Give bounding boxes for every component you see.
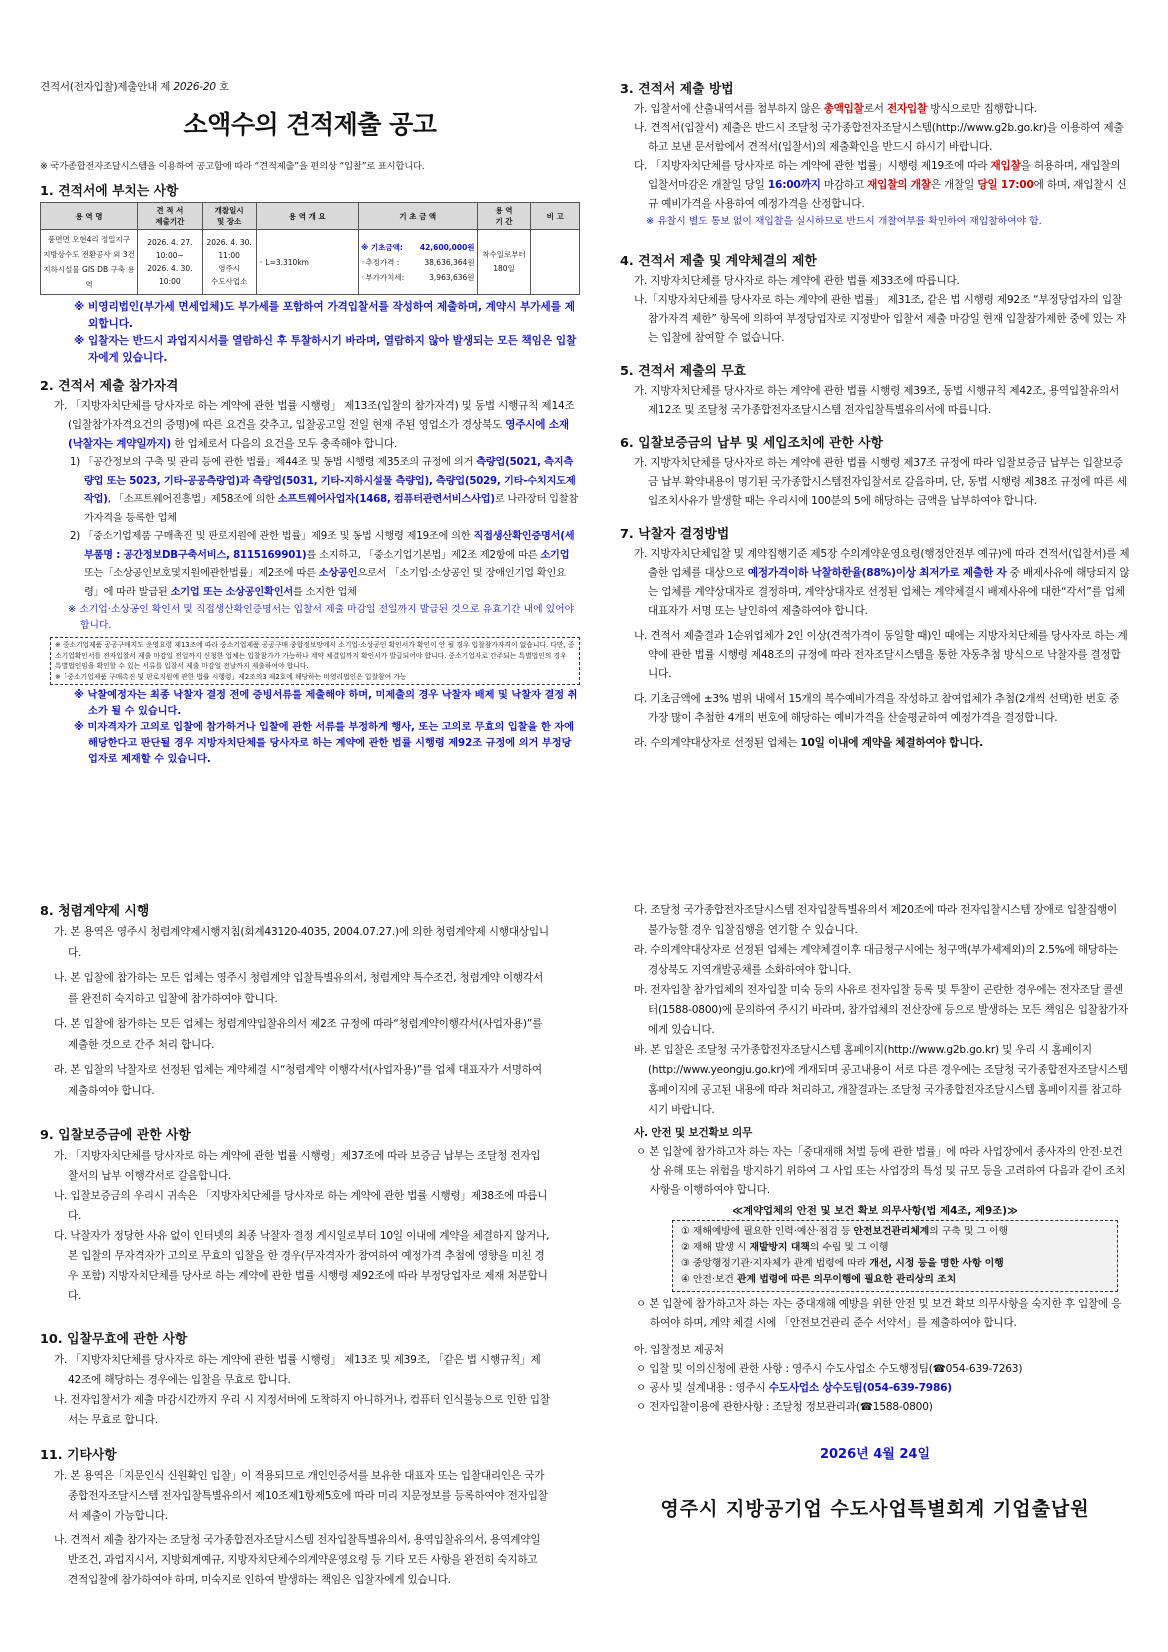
section-6-heading: 6. 입찰보증금의 납부 및 세입조치에 관한 사항 (620, 436, 884, 451)
cell-open: 2026. 4. 30. 11:00 영주시 수도사업소 (202, 230, 256, 295)
s11-da: 다. 조달청 국가종합전자조달시스템 전자입찰특별유의서 제20조에 따라 전자입찰시스템 장애로 입찰집행이 불가능할 경우 입찰집행을 연기할 수 있습니다. (634, 904, 1118, 936)
s11-ra: 라. 수의계약대상자로 선정된 업체는 계약체결이후 대금청구시에는 청구액(부가세제외)의 2.5%에 해당하는 경상북도 지역개발공채를 소화하여야 합니다. (634, 944, 1118, 976)
top-half (0, 0, 1168, 820)
contact-1: ㅇ 입찰 및 이의신청에 관한 사항 : 영주시 수도사업소 수도행정팀(☎054-639-7263) (636, 1363, 1023, 1375)
header-note: ※ 국가종합전자조달시스템을 이용하여 공고함에 따라 “견적제출”을 편의상 “입찰”로 표시합니다. (40, 161, 425, 172)
s2-bold-note-1: ※ 낙찰예정자는 최종 낙찰자 결정 전에 증빙서류를 제출해야 하며, 미제출의 경우 낙찰자 배제 및 낙찰자 결정 취소가 될 수 있습니다. (74, 690, 578, 717)
cell-amount: ※ 기초금액: 42,600,000원 ◦추정가격 : 38,636,364원 ◦부가가치세: 3,963,636원 (358, 230, 477, 295)
s6-ga: 가. 지방자치단체를 당사자로 하는 계약에 관한 법률 시행령 제37조 규정에 따라 입찰보증금 납부는 입찰보증금 납부 확약내용이 명기된 국가종합시스템전자입찰서로 갈음하며, 단, 동법 시행령 제38조 규정에 따른 세입조치사유가 발생할 때는 우리시에 100분의 5에 해당하는 금액을 납부하여야 합니다. (634, 457, 1127, 507)
safety-item-3: ③ 중앙행정기관·지자체가 관계 법령에 따라 개선, 시정 등을 명한 사항 이행 (681, 1258, 1004, 1269)
s11-ma: 마. 전자입찰 참가업체의 전자입찰 미숙 등의 사유로 전자입찰 등록 및 투찰이 곤란한 경우에는 전자조달 콜센터(1588-0800)에 문의하여 주시기 바라며, 참가업체의 전산장애 등으로 발생하는 모든 책임은 입찰참가자에게 있습니다. (634, 984, 1128, 1036)
s2-item-2: 2) 「중소기업제품 구매촉진 및 판로지원에 관한 법률」제9조 및 동법 시행령 제19조에 의한 직접생산확인증명서(세부품명 : 공간정보DB구축서비스, 8115169901)를 소지하고, 「중소기업기본법」제2조 제2항에 따른 소기업 또는「소상공인보호및지원에관한법률」제2조에 따른 소상공인으로서 「소기업·소상공인 및 장애인기업 확인요령」에 따라 발급된 소기업 또는 소상공인확인서를 소지한 업체 (70, 531, 575, 598)
s11-sa-o2: ㅇ 본 입찰에 참가하고자 하는 자는 중대재해 예방을 위한 안전 및 보건 확보 의무사항을 숙지한 후 입찰에 응하여야 하며, 계약 체결 시에 「안전보건관리 준수 서약서」를 제출하여야 합니다. (636, 1298, 1122, 1329)
top-left-column (40, 78, 580, 768)
s2-note-1: ※ 소기업·소상공인 확인서 및 직접생산확인증명서는 입찰서 제출 마감일 전일까지 발급된 것으로 유효기간 내에 있어야 합니다. (68, 604, 575, 631)
contact-2: ㅇ 공사 및 설계내용 : 영주시 수도사업소 상수도팀(054-639-7986) (636, 1382, 952, 1394)
s10-ga: 가. 「지방자치단체를 당사자로 하는 계약에 관한 법률 시행령」 제13조 및 제39조, 「같은 법 시행규칙」제42조에 해당하는 경우에는 입찰을 무효로 합니다. (54, 1354, 541, 1386)
s7-ra: 라. 수의계약대상자로 선정된 업체는 10일 이내에 계약을 체결하여야 합니다. (634, 737, 983, 749)
col-submit: 견 적 서 제출기간 (138, 203, 203, 230)
section-8-heading: 8. 청렴계약제 시행 (40, 904, 150, 919)
s9-ga: 가. 「지방자치단체를 당사자로 하는 계약에 관한 법률 시행령」제37조에 따라 보증금 납부는 조달청 전자입찰서의 납부 이행각서로 갈음합니다. (54, 1150, 541, 1182)
col-open: 개찰일시 및 장소 (202, 203, 256, 230)
s2-box-note: ※ 중소기업제품 공공구매지도 운영요령 제13조에 따라 중소기업제품 공공구매 종합정보망에서 소기업·소상공인 확인서가 확인이 안 될 경우 입찰참가자격이 없습니다. 다만, 중소기업확인서를 전자입찰서 제출 마감일 전일까지 신청한 업체는 입찰참가가 가능하나 계약 체결일까지 확인서가 발급되어야 합니다. 중소기업자로 간주되는 특별법인의 경우 특별법인임을 확인할 수 있는 서류를 입찰서 제출 마감일 전날까지 제출하여야 합니다. ※「중소기업제품 구매촉진 및 판로지원에 관한 법률 시행령」제2조의3 제2호에 해당하는 비영리법인은 입찰참여 가능 (50, 637, 580, 685)
safety-item-1: ① 재해예방에 필요한 인력·예산·점검 등 안전보건관리체계의 구축 및 그 이행 (681, 1226, 1008, 1237)
s8-da: 다. 본 입찰에 참가하는 모든 업체는 청렴계약입찰유의서 제2조 규정에 따라“청렴계약이행각서(사업자용)”를 제출한 것으로 간주 처리 합니다. (54, 1018, 543, 1051)
cell-submit: 2026. 4. 27. 10:00~ 2026. 4. 30. 10:00 (138, 230, 203, 295)
section-7-heading: 7. 낙찰자 결정방법 (620, 527, 730, 542)
section-2-heading: 2. 견적서 제출 참가자격 (40, 379, 179, 394)
s9-da: 다. 낙찰자가 정당한 사유 없이 인터넷의 최종 낙찰자 결정 게시일로부터 10일 이내에 계약을 체결하지 않거나, 본 입찰의 무자격자가 고의로 무효의 입찰을 한 경우(무자격자가 참여하여 예정가격 추첨에 영향을 미친 경우 포함) 지방자치단체를 당사로 하는 계약에 관한 법률 시행령 제92조에 따라 부정당업자로 제재 처분합니다. (54, 1230, 550, 1302)
cell-period: 착수일로부터 180일 (477, 230, 531, 295)
cell-name: 풍면면 오현4리 정밀지구 지방상수도 전환공사 외 3건 지하시설물 GIS DB 구축 용역 (41, 230, 138, 295)
section-9-heading: 9. 입찰보증금에 관한 사항 (40, 1128, 191, 1143)
col-remark: 비 고 (531, 203, 580, 230)
s3-note: ※ 유찰시 별도 통보 없이 재입찰을 실시하므로 반드시 개찰여부를 확인하여 재입찰하여야 함. (646, 216, 1042, 227)
s7-na: 나. 견적서 제출결과 1순위업체가 2인 이상(견적가격이 동일할 때)인 때에는 지방자치단체를 당사자로 하는 계약에 관한 법률 시행령 제48조의 규정에 따라 전자조달시스템을 통한 자동추첨 방식으로 낙찰자를 결정합니다. (634, 630, 1128, 680)
safety-item-4: ④ 안전·보건 관계 법령에 따른 의무이행에 필요한 관리상의 조치 (681, 1274, 957, 1285)
bottom-right-column (620, 900, 1130, 1521)
cell-remark (531, 230, 580, 295)
safety-title: ≪계약업체의 안전 및 보건 확보 의무사항(법 제4조, 제9조)≫ (732, 1205, 1018, 1217)
s11-na: 나. 견적서 제출 참가자는 조달청 국가종합전자조달시스템 전자입찰특별유의서, 용역입찰유의서, 용역계약일반조건, 과업지시서, 지방회계예규, 지방자치단체수의계약운영요령 등 기타 모든 사항을 완전히 숙지하고 견적입찰에 참가하여야 하며, 미숙지로 인하여 발생하는 책임은 입찰자에게 있습니다. (54, 1534, 541, 1586)
bottom-left-column (40, 900, 550, 1590)
s9-na: 나. 입찰보증금의 우리시 귀속은 「지방자치단체를 당사자로 하는 계약에 관한 법률 시행령」제38조에 따릅니다. (54, 1190, 548, 1222)
page-title: 소액수의 견적제출 공고 (183, 110, 437, 139)
s8-na: 나. 본 입찰에 참가하는 모든 업체는 영주시 청렴계약 입찰특별유의서, 청렴계약 특수조건, 청렴계약 이행각서를 완전히 숙지하고 입찰에 참가하여야 합니다. (54, 972, 543, 1005)
doc-number: 견적서(전자입찰)제출안내 제 2026-20 호 (40, 81, 229, 93)
safety-item-2: ② 재해 발생 시 재발방지 대책의 수립 및 그 이행 (681, 1242, 889, 1253)
s7-da: 다. 기초금액에 ±3% 범위 내에서 15개의 복수예비가격을 작성하고 참여업체가 추첨(2개씩 선택)한 번호 중 가장 많이 추첨한 4개의 번호에 해당하는 예비가격을 산술평균하여 예정가격을 결정합니다. (634, 693, 1120, 724)
cell-summary: ◦ L=3.310km (256, 230, 358, 295)
s7-ga: 가. 지방자치단체입찰 및 계약집행기준 제5장 수의계약운영요령(행정안전부 예규)에 따라 견적서(입찰서)를 제출한 업체를 대상으로 예정가격이하 낙찰하한율(88%)이상 최저가로 제출한 자 중 배제사유에 해당되지 않는 업체를 계약상대자로 결정하며, 계약상대자로 선정된 업체는 계약체결시 배제사유에 대한“각서”를 업체 대표자가 서명 또는 날인하여 제출하여야 합니다. (634, 548, 1130, 617)
s2-ga: 가. 「지방자치단체를 당사자로 하는 계약에 관한 법률 시행령」 제13조(입찰의 참가자격) 및 동법 시행규칙 제14조(입찰참가자격요건의 증명)에 따른 요건을 갖추고, 입찰공고일 전일 현재 주된 영업소가 경상북도 영주시에 소재(낙찰자는 계약일까지) 한 업체로서 다음의 요건을 모두 충족해야 합니다. (54, 400, 575, 450)
top-right-column (620, 78, 1130, 753)
section-4-heading: 4. 견적서 제출 및 계약체결의 제한 (620, 254, 817, 269)
s5-ga: 가. 지방자치단체를 당사자로 하는 계약에 관한 법률 시행령 제39조, 동법 시행규칙 제42조, 용역입찰유의서 제12조 및 조달청 국가종합전자조달시스템 전자입찰특별유의서에 따릅니다. (634, 385, 1120, 416)
col-summary: 용 역 개 요 (256, 203, 358, 230)
s1-note-2: ※ 입찰자는 반드시 과업지시서를 열람하신 후 투찰하시기 바라며, 열람하지 않아 발생되는 모든 책임은 입찰자에게 있습니다. (74, 335, 577, 364)
s4-ga: 가. 지방자치단체를 당사자로 하는 계약에 관한 법률 제33조에 따릅니다. (634, 275, 960, 287)
footer-date: 2026년 4월 24일 (819, 1447, 931, 1462)
estimate-table (40, 202, 580, 295)
s11-ga: 가. 본 용역은「지문인식 신원확인 입찰」이 적용되므로 개인인증서를 보유한 대표자 또는 입찰대리인은 국가종합전자조달시스템 전자입찰특별유의서 제10조제1항제5호에 따라 미리 지문정보를 등록하여야 전자입찰서 제출이 가능합니다. (54, 1470, 548, 1522)
s3-ga: 가. 입찰서에 산출내역서를 첨부하지 않은 총액입찰로서 전자입찰 방식으로만 집행합니다. (634, 103, 1037, 115)
bottom-half (0, 900, 1168, 1652)
safety-box (672, 1220, 1118, 1292)
section-10-heading: 10. 입찰무효에 관한 사항 (40, 1332, 188, 1347)
s11-a-heading: 아. 입찰정보 제공처 (634, 1344, 724, 1356)
s3-da: 다. 「지방자치단체를 당사자로 하는 계약에 관한 법률」시행령 제19조에 따라 재입찰을 허용하며, 재입찰의 입찰서마감은 개찰일 당일 16:00까지 마감하고 재입찰의 개찰은 개찰일 당일 17:00에 하며, 재입찰시 신규 예비가격을 사용하여 예정가격을 산정합니다. (634, 160, 1127, 210)
footer-issuer: 영주시 지방공기업 수도사업특별회계 기업출납원 (660, 1498, 1090, 1520)
s4-na: 나.「지방자치단체를 당사자로 하는 계약에 관한 법률」 제31조, 같은 법 시행령 제92조 “부정당업자의 입찰참가자격 제한” 항목에 의하여 부정당업자로 지정받아 입찰서 제출 마감일 현재 입찰참가제한 중에 있는 자는 입찰에 참여할 수 없습니다. (634, 294, 1126, 344)
col-period: 용 역 기 간 (477, 203, 531, 230)
col-name: 용 역 명 (41, 203, 138, 230)
s3-na: 나. 견적서(입찰서) 제출은 반드시 조달청 국가종합전자조달시스템(http://www.g2b.go.kr)을 이용하여 제출하고 보낸 문서함에서 견적서(입찰서)의 제출확인을 반드시 하시기 바랍니다. (634, 122, 1124, 153)
s11-ba: 바. 본 입찰은 조달청 국가종합전자조달시스템 홈페이지(http://www.g2b.go.kr) 및 우리 시 홈페이지(http://www.yeongju.go.kr)에 게재되며 공고내용이 서로 다른 경우에는 조달청 국가종합전자조달시스템 홈페이지에 공고된 내용에 따라 처리하고, 개찰결과는 조달청 국가종합전자조달시스템 홈페이지를 참고하시기 바랍니다. (634, 1044, 1128, 1116)
s10-na: 나. 전자입찰서가 제출 마감시간까지 우리 시 지정서버에 도착하지 아니하거나, 컴퓨터 인식불능으로 인한 입찰서는 무효로 합니다. (54, 1394, 550, 1426)
contact-3: ㅇ 전자입찰이용에 관한사항 : 조달청 정보관리과(☎1588-0800) (636, 1401, 933, 1413)
s11-sa-o1: ㅇ 본 입찰에 참가하고자 하는 자는「중대재해 처벌 등에 관한 법률」에 따라 사업장에서 종사자의 안전·보건상 유해 또는 위험을 방지하기 위하여 그 사업 또는 사업장의 특성 및 규모 등을 고려하여 다음과 같이 조치사항을 이행하여야 합니다. (636, 1146, 1126, 1196)
s11-sa-heading: 사. 안전 및 보건확보 의무 (634, 1127, 753, 1139)
s2-bold-note-2: ※ 미자격자가 고의로 입찰에 참가하거나 입찰에 관한 서류를 부정하게 행사, 또는 고의로 무효의 입찰을 한 자에 해당한다고 판단될 경우 지방자치단체를 당사자로 하는 계약에 관한 법률 시행령 제92조 규정에 의거 부정당업자로 제재할 수 있습니다. (74, 722, 574, 765)
section-3-heading: 3. 견적서 제출 방법 (620, 82, 734, 97)
section-5-heading: 5. 견적서 제출의 무효 (620, 364, 747, 379)
s2-item-1: 1) 「공간정보의 구축 및 관리 등에 관한 법률」제44조 및 동법 시행령 제35조의 규정에 의거 측량업(5021, 측지측량업 또는 5023, 기타-공공측량업)과 측량업(5031, 기타-지하시설물 측량업), 측량업(5029, 기타-수치지도제작업), 「소프트웨어진흥법」제58조에 의한 소프트웨어사업자(1468, 컴퓨터관련서비스사업)로 나라장터 입찰참가자격을 등록한 업체 (70, 457, 579, 524)
section-1-heading: 1. 견적서에 부치는 사항 (40, 184, 179, 199)
s1-note-1: ※ 비영리법인(부가세 면세업체)도 부가세를 포함하여 가격입찰서를 작성하여 제출하며, 계약시 부가세를 제외합니다. (74, 301, 575, 330)
s8-ra: 라. 본 입찰의 낙찰자로 선정된 업체는 계약체결 시“청렴계약 이행각서(사업자용)”를 업체 대표자가 서명하여 제출하여야 합니다. (54, 1064, 542, 1097)
col-amount: 기 초 금 액 (358, 203, 477, 230)
s8-ga: 가. 본 용역은 영주시 청렴계약제시행지침(회계43120-4035, 2004.07.27.)에 의한 청렴계약제 시행대상입니다. (54, 926, 549, 959)
section-11-heading: 11. 기타사항 (40, 1448, 117, 1463)
